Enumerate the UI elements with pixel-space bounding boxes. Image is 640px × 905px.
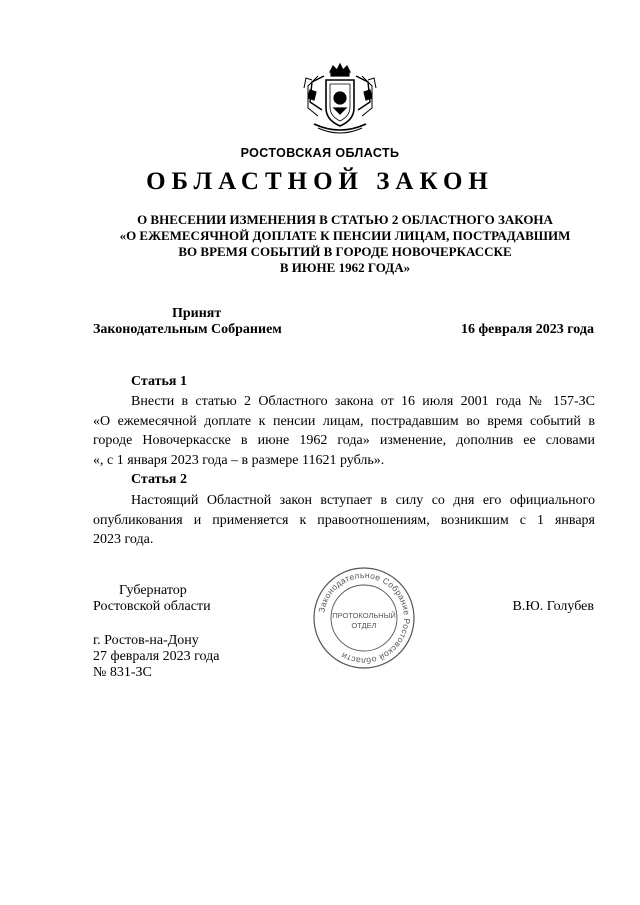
text-line: «, с 1 января 2023 года – в размере 11621 рубль». <box>93 452 385 468</box>
stamp-center-line1: ПРОТОКОЛЬНЫЙ <box>332 611 396 620</box>
article-1-text <box>93 392 595 470</box>
text-line: 2023 года. <box>93 532 154 547</box>
coat-of-arms-emblem-icon <box>300 62 380 138</box>
text-line: Настоящий Областной закон вступает в силу со дня его официального <box>131 493 595 508</box>
article-2-heading: Статья 2 <box>131 472 187 487</box>
signer-position-line2: Ростовской области <box>93 599 211 614</box>
text-line: городе Новочеркасске в июне 1962 года» изменение, дополнив ее словами <box>93 433 595 448</box>
subtitle-line: «О ЕЖЕМЕСЯЧНОЙ ДОПЛАТЕ К ПЕНСИИ ЛИЦАМ, ПОСТРАДАВШИМ <box>119 228 571 243</box>
article-2-text <box>93 491 595 550</box>
document-title: ОБЛАСТНОЙ ЗАКОН <box>146 168 494 195</box>
signer-position-line1: Губернатор <box>119 583 187 598</box>
subtitle-line: В ИЮНЕ 1962 ГОДА» <box>279 260 411 275</box>
signer-name: В.Ю. Голубев <box>512 599 594 614</box>
adoption-date: 16 февраля 2023 года <box>461 322 594 337</box>
round-seal-stamp <box>312 566 416 670</box>
stamp-ring-text: Законодательное Собрание Ростовской области <box>316 569 413 667</box>
stamp-center-line2: ОТДЕЛ <box>351 621 377 630</box>
region-name: РОСТОВСКАЯ ОБЛАСТЬ <box>240 146 400 160</box>
adopted-label: Принят <box>172 306 222 321</box>
subtitle-line: О ВНЕСЕНИИ ИЗМЕНЕНИЯ В СТАТЬЮ 2 ОБЛАСТНОГО ЗАКОНА <box>137 212 553 227</box>
article-1-heading: Статья 1 <box>131 374 187 389</box>
law-subtitle <box>90 212 600 276</box>
subtitle-line: ВО ВРЕМЯ СОБЫТИЙ В ГОРОДЕ НОВОЧЕРКАССКЕ <box>178 244 512 259</box>
text-line: «О ежемесячной доплате к пенсии лицам, пострадавшим во время событий в <box>93 413 595 429</box>
place-city: г. Ростов-на-Дону <box>93 633 199 648</box>
law-number: № 831-ЗС <box>93 665 152 680</box>
text-line: Внести в статью 2 Областного закона от 16 июля 2001 года № 157-ЗС <box>131 394 595 409</box>
adopted-by-assembly: Законодательным Собранием <box>93 322 282 337</box>
signing-date: 27 февраля 2023 года <box>93 649 220 664</box>
text-line: опубликования и применяется к правоотношениям, возникшим с 1 января <box>93 512 595 528</box>
